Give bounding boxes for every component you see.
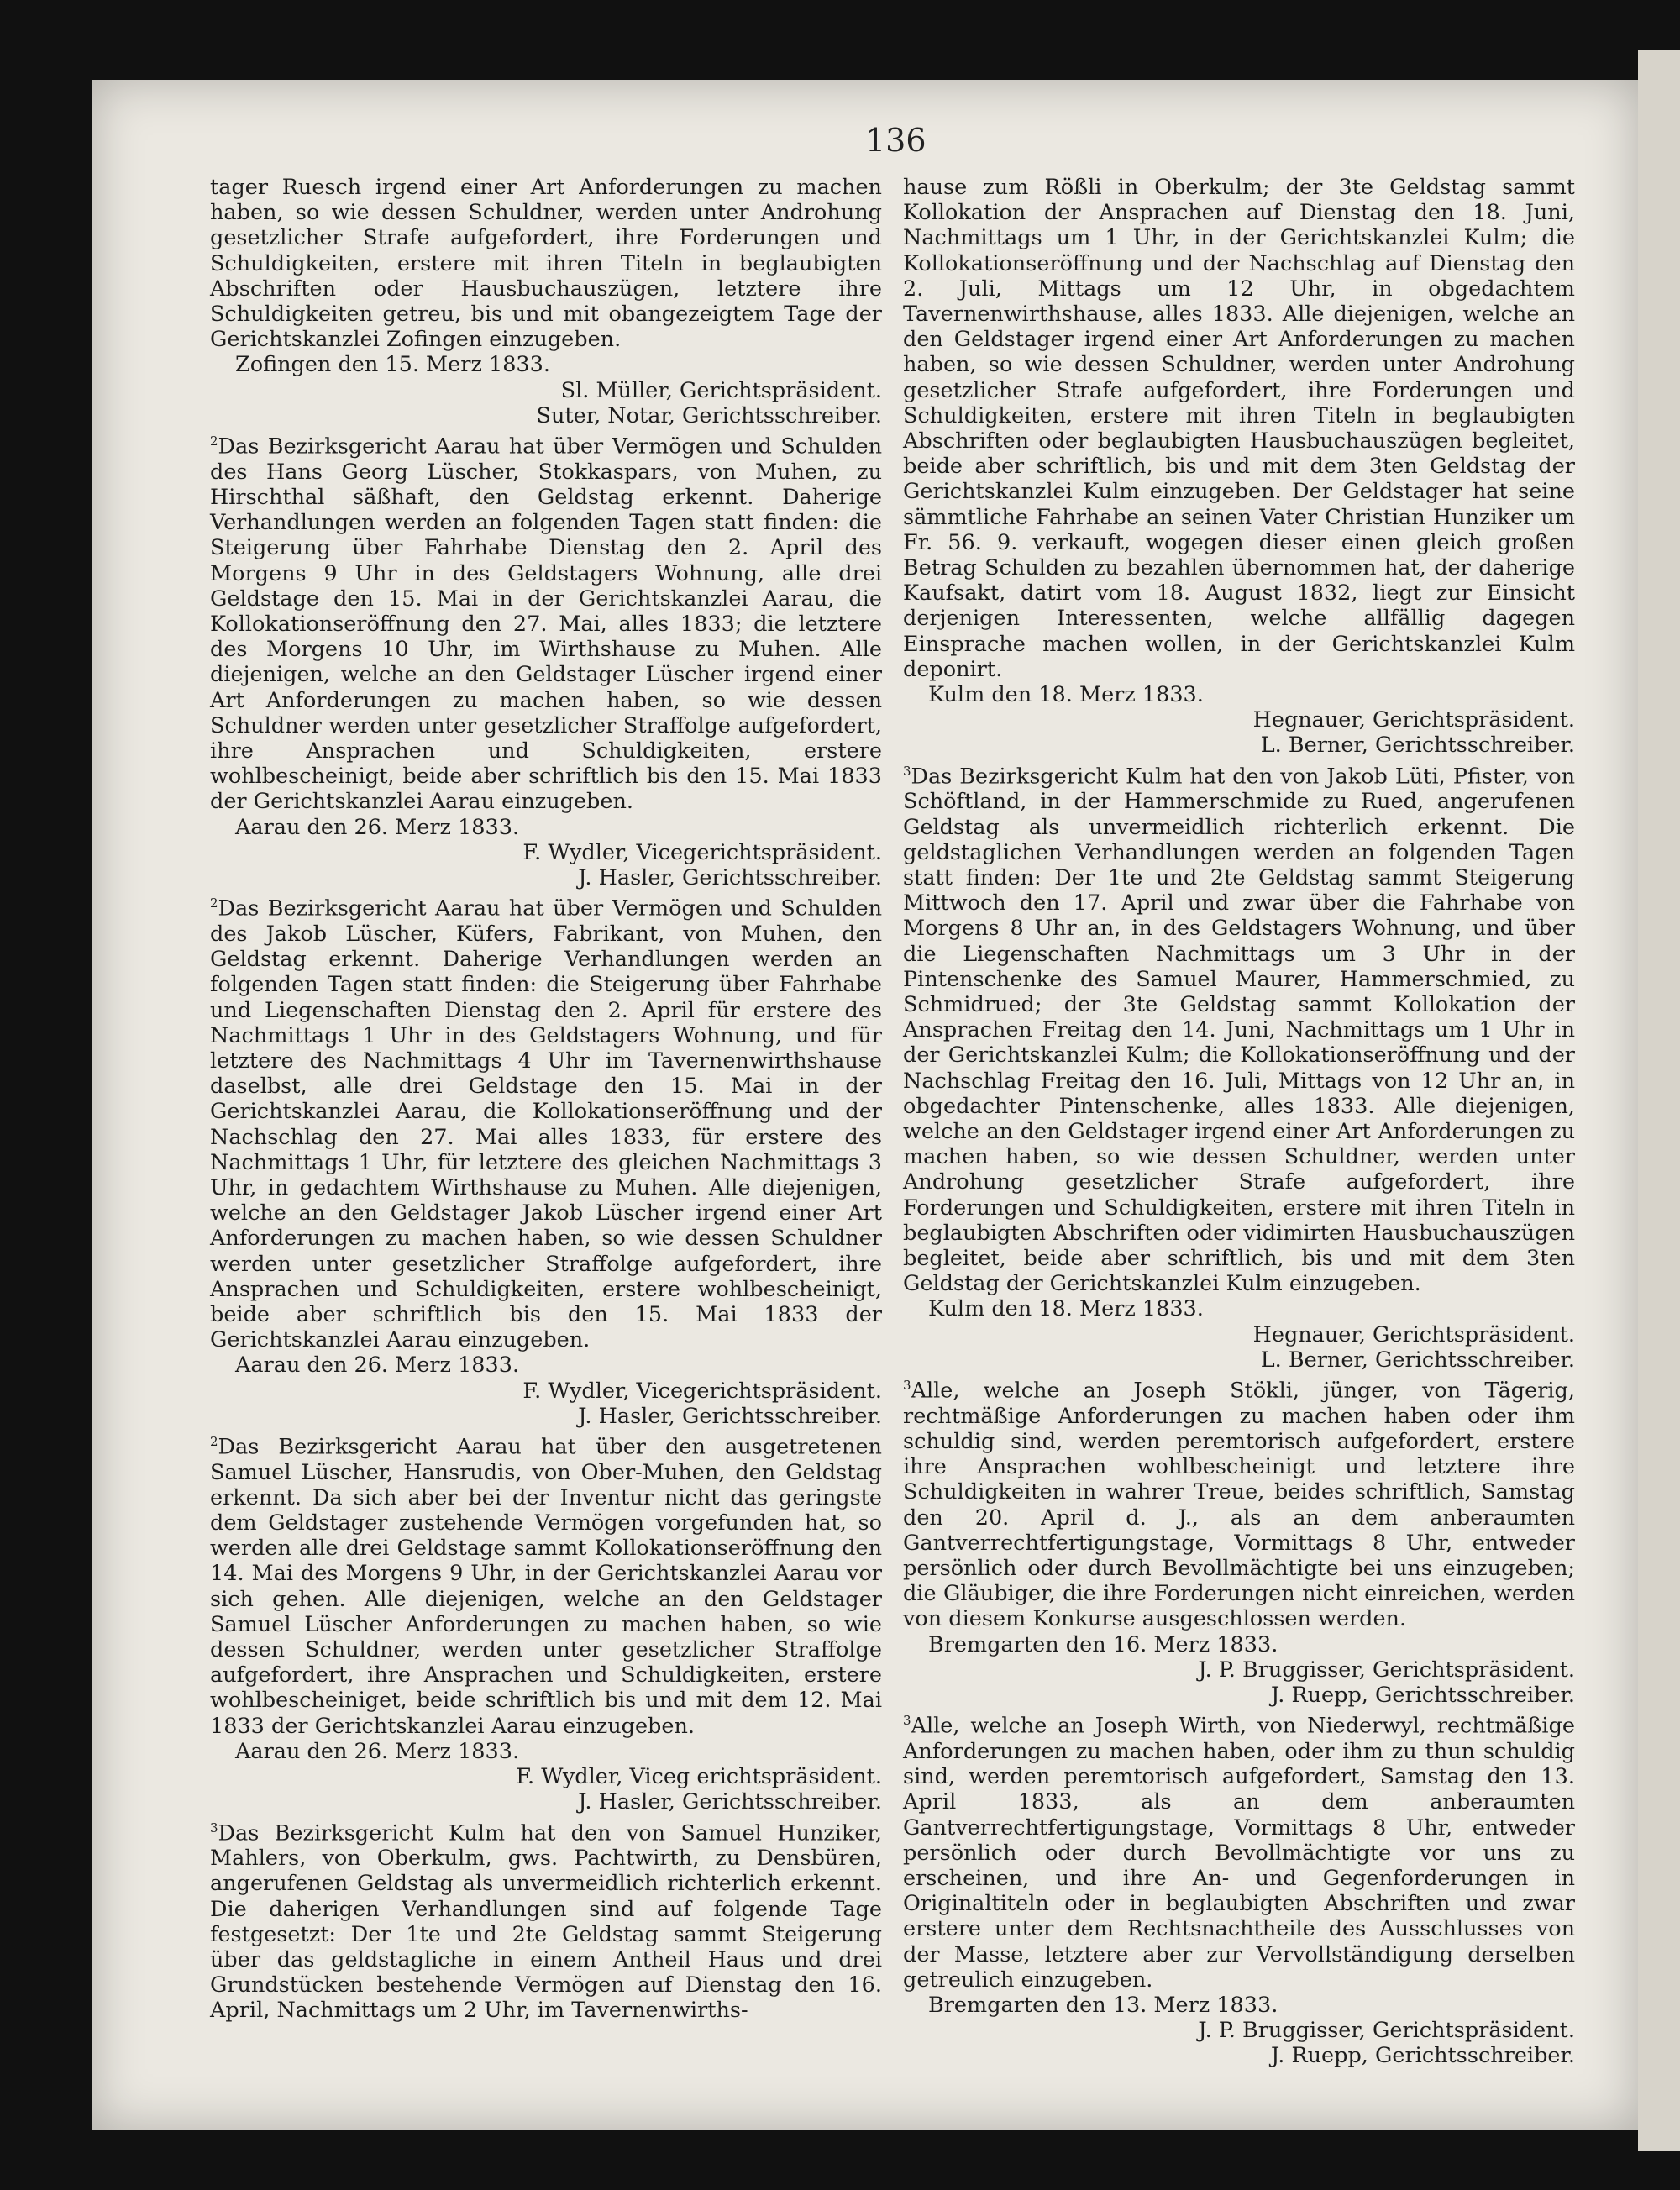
notice-signature: J. Hasler, Gerichtsschreiber. [578,864,882,890]
notice-footnote-mark: 3 [903,763,911,779]
notice-place-date: Aarau den 26. Merz 1833. [235,1352,520,1379]
notice-signature: Hegnauer, Gerichtspräsident. [1252,1321,1575,1347]
notice-text: Alle, welche an Joseph Stökli, jünger, von Tägerig, rechtmäßige Anforderungen zu machen haben oder ihm schuldig sind, werden peremtorisch aufgefordert, erstere ihre Ansprachen wohlbescheinigt und letztere ihre Schuldigkeiten in wahrer Treue, beides schriftlich, Samstag den 20. April d. J., als an dem anberaumten Gantverrechtfertigungstage, Vormittags 8 Uhr, entweder persönlich oder durch Bevollmächtigte bei uns einzugeben; die Gläubiger, die ihre Forderungen nicht einreichen, werden von diesem Konkurse ausgeschlossen werden. [903,1378,1575,1632]
notice-signature: J. Ruepp, Gerichtsschreiber. [1270,1682,1575,1708]
notice-signature: F. Wydler, Vicegerichtspräsident. [522,839,882,865]
next-page-edge [1638,50,1680,2151]
notice-place-date: Kulm den 18. Merz 1833. [928,682,1204,708]
notice-text: tager Ruesch irgend einer Art Anforderungen zu machen haben, so wie dessen Schuldner, werden unter Androhung gesetzlicher Strafe aufgefordert, ihre Forderungen und Schuldigkeiten, erstere mit ihren Titeln in beglaubigten Abschriften oder Hausbuchauszügen, letztere ihre Schuldigkeiten getreu, bis und mit obangezeigtem Tage der Gerichtskanzlei Zofingen einzugeben. [210,175,882,353]
notice-paragraph [903,759,1575,1297]
notice-signature: J. P. Bruggisser, Gerichtspräsident. [1198,1657,1575,1683]
notice-text: Das Bezirksgericht Kulm hat den von Samuel Hunziker, Mahlers, von Oberkulm, gws. Pachtwirth, zu Densbüren, angerufenen Geldstag als unvermeidlich richterlich erkennt. Die daherigen Verhandlungen sind auf folgende Tage festgesetzt: Der 1te und 2te Geldstag sammt Steigerung über das geldstagliche in einem Antheil Haus und drei Grundstücken bestehende Vermögen auf Dienstag den 16. April, Nachmittags um 2 Uhr, im Tavernenwirths- [210,1820,882,2024]
notice-signature: J. Hasler, Gerichtsschreiber. [578,1403,882,1429]
right-column [903,175,1575,2069]
notice-signature: F. Wydler, Vicegerichtspräsident. [522,1378,882,1404]
notice-footnote-mark: 2 [210,895,218,911]
notice-footnote-mark: 3 [210,1820,218,1836]
notice-footnote-mark: 2 [210,1433,218,1449]
notice-paragraph [903,1708,1575,1993]
notice-text: Das Bezirksgericht Aarau hat über Vermögen und Schulden des Hans Georg Lüscher, Stokkaspars, von Muhen, zu Hirschthal säßhaft, den Geldstag erkennt. Daherige Verhandlungen werden an folgenden Tagen statt finden: die Steigerung über Fahrhabe Dienstag den 2. April des Morgens 9 Uhr in des Geldstagers Wohnung, alle drei Geldstage den 15. Mai in der Gerichtskanzlei Aarau, die Kollokationseröffnung den 27. Mai, alles 1833; die letztere des Morgens 10 Uhr, im Wirthshause zu Muhen. Alle diejenigen, welche an den Geldstager Lüscher irgend einer Art Anforderungen zu machen haben, so wie dessen Schuldner werden unter gesetzlicher Straffolge aufgefordert, ihre Ansprachen und Schuldigkeiten, erstere wohlbescheinigt, beide aber schriftlich bis den 15. Mai 1833 der Gerichtskanzlei Aarau einzugeben. [210,433,882,815]
notice-place-date: Kulm den 18. Merz 1833. [928,1296,1204,1322]
notice-place-date: Zofingen den 15. Merz 1833. [235,352,550,378]
notice-paragraph [210,428,882,815]
notice-footnote-mark: 3 [903,1378,911,1394]
notice-place-date: Aarau den 26. Merz 1833. [235,1738,520,1764]
notice-text: Das Bezirksgericht Aarau hat über Vermögen und Schulden des Jakob Lüscher, Küfers, Fabrikant, von Muhen, den Geldstag erkennt. Daherige Verhandlungen werden an folgenden Tagen statt finden: die Steigerung über Fahrhabe und Liegenschaften Dienstag den 2. April für erstere des Nachmittags 1 Uhr in des Geldstagers Wohnung, und für letztere des Nachmittags 4 Uhr im Tavernenwirthshause daselbst, alle drei Geldstage den 15. Mai in der Gerichtskanzlei Aarau, die Kollokationseröffnung und der Nachschlag den 27. Mai alles 1833, für erstere des Nachmittags 1 Uhr, für letztere des gleichen Nachmittags 3 Uhr, in gedachtem Wirthshause zu Muhen. Alle diejenigen, welche an den Geldstager Jakob Lüscher irgend einer Art Anforderungen zu machen haben, so wie dessen Schuldner werden unter gesetzlicher Straffolge aufgefordert, ihre Ansprachen und Schuldigkeiten, erstere wohlbescheinigt, beide aber schriftlich bis den 15. Mai 1833 der Gerichtskanzlei Aarau einzugeben. [210,895,882,1353]
notice-footnote-mark: 3 [903,1713,911,1729]
notice-signature: Sl. Müller, Gerichtspräsident. [560,377,882,403]
notice-signature: F. Wydler, Viceg erichtspräsident. [516,1764,882,1790]
left-column [210,175,882,2024]
notice-text: Das Bezirksgericht Kulm hat den von Jakob Lüti, Pfister, von Schöftland, in der Hammerschmide zu Rued, angerufenen Geldstag als unvermeidlich richterlich erkennt. Die geldstaglichen Verhandlungen werden an folgenden Tagen statt finden: Der 1te und 2te Geldstag sammt Steigerung Mittwoch den 17. April und zwar über die Fahrhabe von Morgens 8 Uhr an, in des Geldstagers Wohnung, und über die Liegenschaften Nachmittags um 3 Uhr in der Pintenschenke des Samuel Maurer, Hammerschmied, zu Schmidrued; der 3te Geldstag sammt Kollokation der Ansprachen Freitag den 14. Juni, Nachmittags um 1 Uhr in der Gerichtskanzlei Kulm; die Kollokationseröffnung und der Nachschlag Freitag den 16. Juli, Mittags von 12 Uhr an, in obgedachter Pintenschenke, alles 1833. Alle diejenigen, welche an den Geldstager irgend einer Art Anforderungen zu machen haben, so wie dessen Schuldner, werden unter Androhung gesetzlicher Strafe aufgefordert, ihre Forderungen und Schuldigkeiten, erstere mit ihren Titeln in beglaubigten Abschriften oder vidimirten Hausbuchauszügen begleitet, beide aber schriftlich, bis und mit dem 3ten Geldstag der Gerichtskanzlei Kulm einzugeben. [903,764,1575,1297]
page-number: 136 [865,122,927,159]
notice-signature: J. Ruepp, Gerichtsschreiber. [1270,2043,1575,2069]
notice-signature: Suter, Notar, Gerichtsschreiber. [536,402,882,428]
notice-text: hause zum Rößli in Oberkulm; der 3te Geldstag sammt Kollokation der Ansprachen auf Dienstag den 18. Juni, Nachmittags um 1 Uhr, in der Gerichtskanzlei Kulm; die Kollokationseröffnung und der Nachschlag auf Dienstag den 2. Juli, Mittags um 12 Uhr, in obgedachtem Tavernenwirthshause, alles 1833. Alle diejenigen, welche an den Geldstager irgend einer Art Anforderungen zu machen haben, so wie dessen Schuldner, werden unter Androhung gesetzlicher Strafe aufgefordert, ihre Forderungen und Schuldigkeiten, erstere mit ihren Titeln in beglaubigten Abschriften oder beglaubigten Hausbuchauszügen begleitet, beide aber schriftlich, bis und mit dem 3ten Geldstag der Gerichtskanzlei Kulm einzugeben. Der Geldstager hat seine sämmtliche Fahrhabe an seinen Vater Christian Hunziker um Fr. 56. 9. verkauft, wogegen dieser einen gleich großen Betrag Schulden zu bezahlen übernommen hat, der daherige Kaufsakt, datirt vom 18. August 1832, liegt zur Einsicht derjenigen Interessenten, welche allfällig dagegen Einsprache machen wollen, in der Gerichtskanzlei Kulm deponirt. [903,175,1575,682]
notice-paragraph [210,890,882,1352]
notice-place-date: Aarau den 26. Merz 1833. [235,814,520,840]
notice-paragraph [210,1815,882,2024]
notice-paragraph [210,1429,882,1739]
notice-place-date: Bremgarten den 13. Merz 1833. [928,1992,1278,2018]
notice-place-date: Bremgarten den 16. Merz 1833. [928,1631,1278,1657]
notice-signature: J. Hasler, Gerichtsschreiber. [578,1789,882,1815]
notice-signature: J. P. Bruggisser, Gerichtspräsident. [1198,2018,1575,2044]
notice-paragraph [903,1373,1575,1632]
notice-footnote-mark: 2 [210,433,218,449]
notice-signature: L. Berner, Gerichtsschreiber. [1260,733,1575,759]
notice-signature: L. Berner, Gerichtsschreiber. [1260,1347,1575,1373]
notice-signature: Hegnauer, Gerichtspräsident. [1252,707,1575,733]
notice-text: Das Bezirksgericht Aarau hat über den ausgetretenen Samuel Lüscher, Hansrudis, von Ober-Muhen, den Geldstag erkennt. Da sich aber bei der Inventur nicht das geringste dem Geldstager zustehende Vermögen vorgefunden hat, so werden alle drei Geldstage sammt Kollokationseröffnung den 14. Mai des Morgens 9 Uhr, in der Gerichtskanzlei Aarau vor sich gehen. Alle diejenigen, welche an den Geldstager Samuel Lüscher Anforderungen zu machen haben, so wie dessen Schuldner, werden unter gesetzlicher Straffolge aufgefordert, ihre Ansprachen und Schuldigkeiten, erstere wohlbescheiniget, beide schriftlich bis und mit dem 12. Mai 1833 der Gerichtskanzlei Aarau einzugeben. [210,1434,882,1739]
notice-text: Alle, welche an Joseph Wirth, von Niederwyl, rechtmäßige Anforderungen zu machen haben, oder ihm zu thun schuldig sind, werden peremtorisch aufgefordert, Samstag den 13. April 1833, als an dem anberaumten Gantverrechtfertigungstage, Vormittags 8 Uhr, entweder persönlich oder durch Bevollmächtigte vor uns zu erscheinen, und ihre An- und Gegenforderungen in Originaltiteln oder in beglaubigten Abschriften und zwar erstere unter dem Rechtsnachtheile des Ausschlusses von der Masse, letztere aber zur Vervollständigung derselben getreulich einzugeben. [903,1713,1575,1993]
